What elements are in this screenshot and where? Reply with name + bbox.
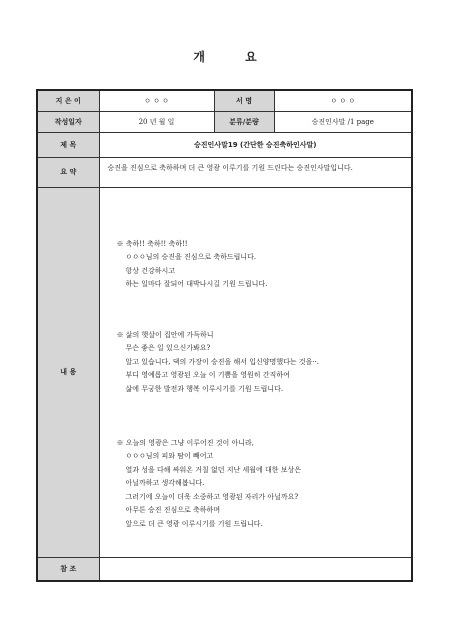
content-paragraph-1	[117, 238, 268, 292]
content-label: 내 용	[37, 187, 99, 557]
content-paragraph-2	[117, 329, 320, 397]
summary-label: 요 약	[37, 157, 99, 187]
reference-label: 참 조	[37, 557, 99, 581]
paragraph-line: 하는 일마다 잘되어 대박나시길 기원 드립니다.	[125, 280, 268, 288]
reference-value	[99, 557, 412, 581]
paragraph-line: ㅇㅇㅇ님의 승진을 진심으로 축하드립니다.	[125, 253, 257, 261]
category-label: 분류/분량	[214, 111, 274, 132]
paragraph-line: 항상 건강하시고	[125, 266, 176, 275]
paragraph-line: 그러기에 오늘이 더욱 소중하고 영광된 자리가 아닐까요?	[125, 492, 299, 501]
paragraph-line: ㅇㅇㅇ님의 피와 땀이 빼어고	[125, 452, 214, 460]
page-title: 개 요	[193, 50, 275, 64]
paragraph-line: ※ 오늘의 영광은 그냥 이루어진 것이 아니라,	[116, 438, 255, 447]
paragraph-line: ※ 삶의 햇살이 집안에 가득하니	[116, 330, 214, 339]
paragraph-line: 아닐까하고 생각해봅니다.	[125, 479, 205, 487]
subject-value: 승진인사말19 (간단한 승진축하인사말)	[99, 132, 412, 157]
date-label: 작성일자	[37, 111, 99, 132]
paragraph-line: ※ 축하!! 축하!! 축하!!	[116, 239, 188, 248]
subject-label: 제 목	[37, 132, 99, 157]
category-value: 승진인사말 /1 page	[274, 111, 412, 132]
content-body	[99, 187, 412, 557]
paragraph-line: 부디 영예롭고 영광된 오늘 이 기쁨을 영원히 간직하여	[125, 371, 290, 379]
paragraph-line: 알고 있습니다, 댁의 가장이 승진을 해서 입신양명했다는 것을··.	[125, 357, 320, 366]
date-value: 20 년 월 일	[99, 111, 214, 132]
paragraph-line: 열과 성을 다해 싸워온 거칠 없던 지난 세월에 대한 보상은	[125, 465, 302, 474]
content-paragraph-3	[117, 437, 302, 532]
sign-value: ㅇ ㅇ ㅇ	[274, 90, 412, 111]
paragraph-line: 앞으로 더 큰 영광 이루시기를 기원 드립니다.	[125, 519, 263, 528]
author-label: 지 은 이	[37, 90, 99, 111]
paragraph-line: 삶에 무궁한 발전과 행복 이루시기를 기원 드립니다.	[125, 384, 284, 393]
overview-form	[36, 89, 413, 582]
paragraph-line: 아무튼 승진 진심으로 축하하며	[125, 506, 221, 514]
author-value: ㅇ ㅇ ㅇ	[99, 90, 214, 111]
paragraph-line: 무슨 좋은 일 있으신가봐요?	[125, 344, 211, 352]
sign-label: 서 명	[214, 90, 274, 111]
summary-value: 승진을 진심으로 축하하며 더 큰 영광 이루기를 기원 드린다는 승진인사말입니다.	[99, 157, 412, 187]
